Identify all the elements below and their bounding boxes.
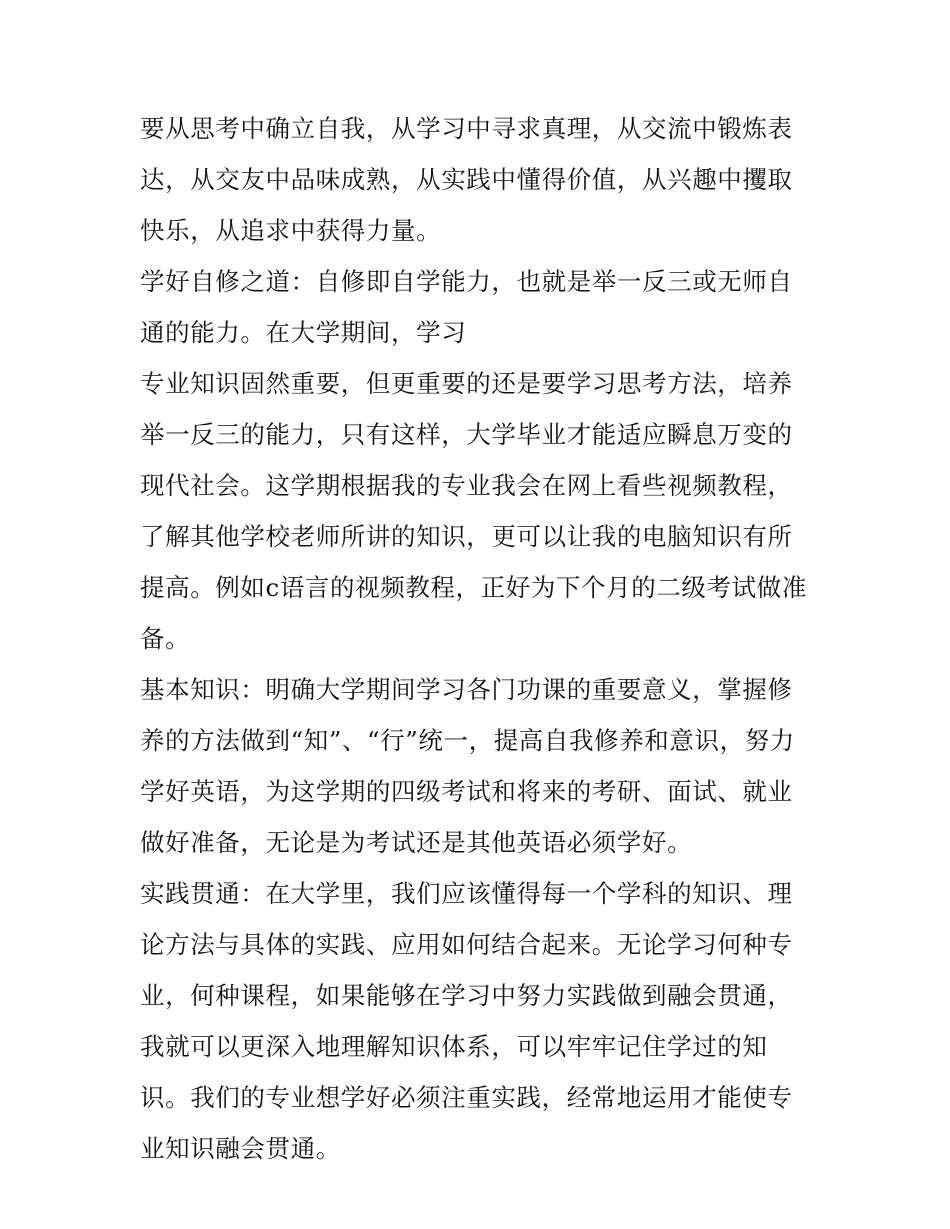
document-body [140,103,812,1174]
paragraph-basic-knowledge: 基本知识：明确大学期间学习各门功课的重要意义，掌握修养的方法做到“知”、“行”统一，提高自我修养和意识，努力学好英语，为这学期的四级考试和将来的考研、面试、就业做好准备，无论是为考试还是其他英语必须学好。 [140,675,795,857]
paragraph-self-growth: 要从思考中确立自我，从学习中寻求真理，从交流中锻炼表达，从交友中品味成熟，从实践中懂得价值，从兴趣中攫取快乐，从追求中获得力量。 [140,114,793,245]
paragraph-self-study: 学好自修之道：自修即自学能力，也就是举一反三或无师自通的能力。在大学期间，学习 [140,267,793,347]
paragraph-professional-knowledge: 专业知识固然重要，但更重要的还是要学习思考方法，培养举一反三的能力，只有这样，大学毕业才能适应瞬息万变的现代社会。这学期根据我的专业我会在网上看些视频教程，了解其他学校老师所讲的知识，更可以让我的电脑知识有所提高。例如c语言的视频教程，正好为下个月的二级考试做准备。 [140,369,807,653]
paragraph-practice: 实践贯通：在大学里，我们应该懂得每一个学科的知识、理论方法与具体的实践、应用如何结合起来。无论学习何种专业，何种课程，如果能够在学习中努力实践做到融会贯通，我就可以更深入地理解知识体系，可以牢牢记住学过的知识。我们的专业想学好必须注重实践，经常地运用才能使专业知识融会贯通。 [140,879,793,1163]
